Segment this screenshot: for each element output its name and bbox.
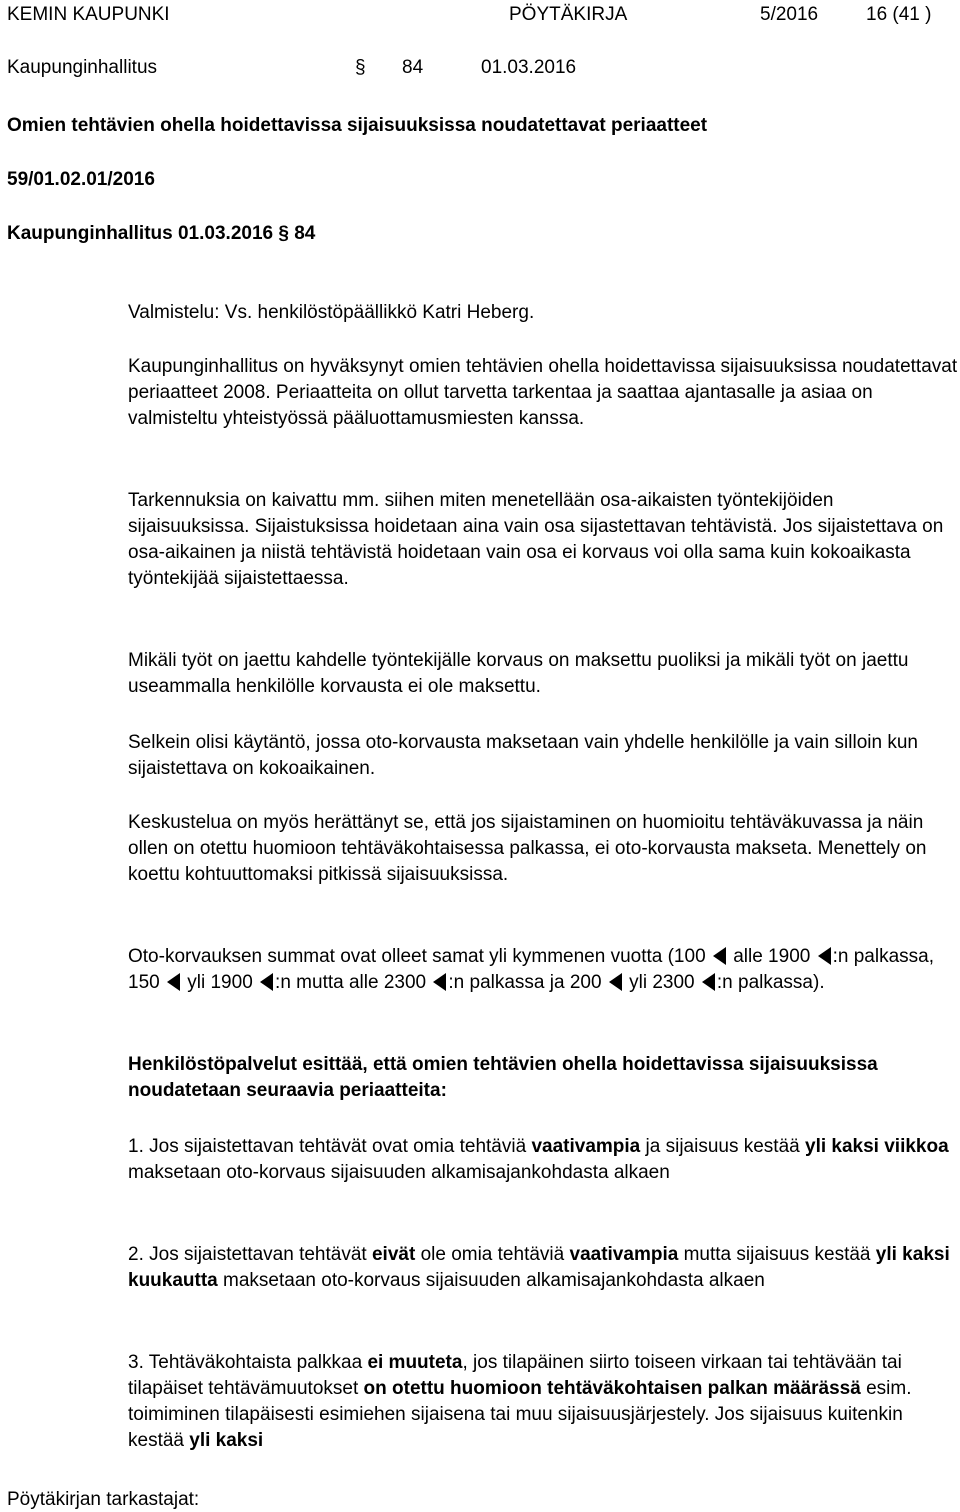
paragraph: Keskustelua on myös herättänyt se, että jos sijaistaminen on huomioitu tehtäväkuvassa ja näin ollen on otettu huomioon tehtäväkohtaisessa palkassa, ei oto-korvausta makseta. Menettely on koettu kohtuuttomaksi pitkissä sijaisuuksissa. <box>128 812 927 885</box>
rule-3 <box>128 1350 958 1454</box>
meeting-body-date: Kaupunginhallitus 01.03.2016 <box>7 223 274 244</box>
practice-paragraph <box>128 730 958 782</box>
proposal-heading <box>128 1052 958 1104</box>
paragraph: Tarkennuksia on kaivattu mm. siihen miten menetellään osa-aikaisten työntekijöiden sijaisuuksissa. Sijaistuksissa hoidetaan aina vain osa sijastettavan tehtävistä. Jos sijaistettava on osa-aikainen ja niistä tehtävistä hoidetaan vain osa ei korvaus voi olla sama kuin kokoaikasta työntekijää sijaistettaessa. <box>128 490 944 589</box>
meeting-body: Kaupunginhallitus <box>7 57 158 78</box>
footer-reviewers-label: Pöytäkirjan tarkastajat: <box>7 1489 200 1510</box>
section-sign: § <box>278 223 289 244</box>
meeting-reference <box>7 222 315 246</box>
meeting-date: 01.03.2016 <box>481 57 577 78</box>
section-number: 84 <box>402 57 424 78</box>
paragraph: Mikäli työt on jaettu kahdelle työntekijälle korvaus on maksettu puoliksi ja mikäli työt on jaettu useammalla henkilölle korvausta ei ole maksettu. <box>128 650 909 697</box>
euro-icon <box>167 973 180 991</box>
org-name: KEMIN KAUPUNKI <box>7 4 170 25</box>
euro-icon <box>433 973 446 991</box>
euro-icon <box>609 973 622 991</box>
sharing-paragraph <box>128 648 958 700</box>
list-item: 1. Jos sijaistettavan tehtävät ovat omia tehtäviä vaativampia ja sijaisuus kestää yli kaksi viikkoa maksetaan oto-korvaus sijaisuuden alkamisajankohdasta alkaen <box>128 1136 949 1183</box>
clarification-paragraph <box>128 488 958 592</box>
background-paragraph <box>128 354 958 432</box>
section-number: 84 <box>294 223 316 244</box>
amounts-paragraph <box>128 944 958 996</box>
paragraph: Valmistelu: Vs. henkilöstöpäällikkö Katri Heberg. <box>128 302 535 323</box>
doc-number: 5/2016 <box>760 4 819 25</box>
item-title: Omien tehtävien ohella hoidettavissa sijaisuuksissa noudatettavat periaatteet <box>7 115 708 136</box>
paragraph: Selkein olisi käytäntö, jossa oto-korvausta maksetaan vain yhdelle henkilölle ja vain silloin kun sijaistettava on kokoaikainen. <box>128 732 918 779</box>
paragraph: Kaupunginhallitus on hyväksynyt omien tehtävien ohella hoidettavissa sijaisuuksissa noudatettavat periaatteet 2008. Periaatteita on ollut tarvetta tarkentaa ja saattaa ajantasalle ja asiaa on valmisteltu yhteistyössä pääluottamusmiesten kanssa. <box>128 356 958 429</box>
preparer-line <box>128 300 958 326</box>
euro-icon <box>702 973 715 991</box>
list-item: 3. Tehtäväkohtaista palkkaa ei muuteta, jos tilapäinen siirto toiseen virkaan tai tehtävään tai tilapäiset tehtävämuutokset on otettu huomioon tehtäväkohtaisen palkan määrässä esim. toimiminen tilapäisesti esimiehen sijaisena tai muu sijaisuusjärjestely. Jos sijaisuus kuitenkin kestää yli kaksi <box>128 1352 912 1451</box>
euro-icon <box>260 973 273 991</box>
section-sign: § <box>355 57 366 78</box>
euro-icon <box>818 947 831 965</box>
rule-1 <box>128 1134 958 1186</box>
rule-2 <box>128 1242 958 1294</box>
discussion-paragraph <box>128 810 958 888</box>
euro-icon <box>713 947 726 965</box>
record-id: 59/01.02.01/2016 <box>7 169 155 190</box>
doc-type: PÖYTÄKIRJA <box>509 4 628 25</box>
paragraph: Henkilöstöpalvelut esittää, että omien tehtävien ohella hoidettavissa sijaisuuksissa noudatetaan seuraavia periaatteita: <box>128 1054 878 1101</box>
page-number: 16 (41 ) <box>866 4 932 25</box>
paragraph: Oto-korvauksen summat ovat olleet samat yli kymmenen vuotta (100 alle 1900 :n palkassa, 150 yli 1900 :n mutta alle 2300 :n palkassa ja 200 yli 2300 :n palkassa). <box>128 946 935 993</box>
list-item: 2. Jos sijaistettavan tehtävät eivät ole omia tehtäviä vaativampia mutta sijaisuus kestää yli kaksi kuukautta maksetaan oto-korvaus sijaisuuden alkamisajankohdasta alkaen <box>128 1244 950 1291</box>
